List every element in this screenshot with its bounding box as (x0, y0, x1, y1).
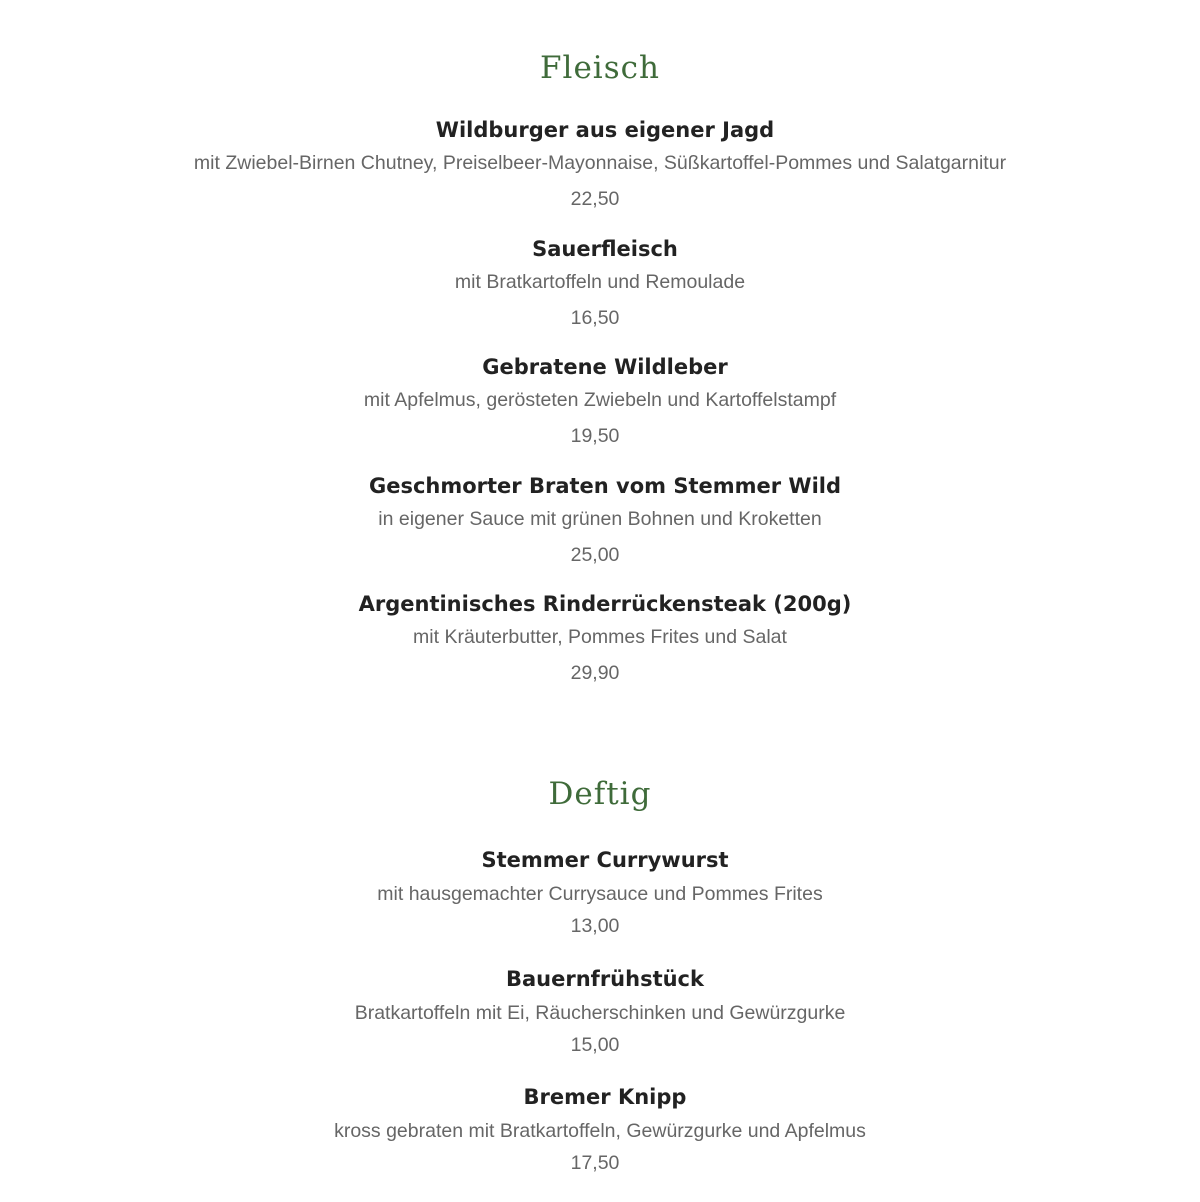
item-name: Bremer Knipp (523, 1085, 687, 1109)
menu-item (0, 472, 1200, 591)
menu-item (0, 846, 1200, 965)
menu-item-list (0, 846, 1200, 1202)
menu-item (0, 1083, 1200, 1202)
menu-item (0, 116, 1200, 235)
menu-item (0, 353, 1200, 472)
item-description: mit hausgemachter Currysauce und Pommes Frites (377, 883, 823, 905)
item-price: 29,90 (570, 662, 620, 684)
section-title: Fleisch (540, 50, 660, 86)
item-name: Wildburger aus eigener Jagd (435, 118, 775, 142)
item-description: Bratkartoffeln mit Ei, Räucherschinken und Gewürzgurke (354, 1001, 846, 1024)
item-price: 15,00 (570, 1033, 620, 1056)
item-name: Geschmorter Braten vom Stemmer Wild (368, 473, 842, 498)
menu-item (0, 965, 1200, 1084)
item-name: Argentinisches Rinderrückensteak (200g) (358, 592, 852, 616)
menu-section-deftig (0, 772, 1200, 1202)
item-name: Bauernfrühstück (506, 966, 704, 991)
item-description: mit Zwiebel-Birnen Chutney, Preiselbeer-Mayonnaise, Süßkartoffel-Pommes und Salatgarnitur (193, 152, 1007, 174)
item-description: mit Apfelmus, gerösteten Zwiebeln und Kartoffelstampf (363, 389, 837, 411)
item-name: Sauerfleisch (532, 236, 678, 261)
item-name: Gebratene Wildleber (482, 355, 728, 379)
item-price: 19,50 (570, 425, 620, 447)
menu-item (0, 235, 1200, 354)
item-price: 16,50 (570, 306, 620, 329)
item-description: kross gebraten mit Bratkartoffeln, Gewürzgurke und Apfelmus (334, 1120, 866, 1142)
item-price: 22,50 (570, 188, 620, 210)
item-price: 25,00 (570, 543, 620, 566)
menu-item (0, 590, 1200, 709)
item-description: in eigener Sauce mit grünen Bohnen und Kroketten (378, 507, 822, 530)
menu-section-fleisch (0, 46, 1200, 709)
item-price: 17,50 (570, 1152, 620, 1174)
item-description: mit Bratkartoffeln und Remoulade (454, 270, 746, 293)
section-title: Deftig (548, 776, 652, 812)
item-name: Stemmer Currywurst (481, 848, 729, 872)
item-description: mit Kräuterbutter, Pommes Frites und Salat (413, 626, 787, 648)
item-price: 13,00 (570, 915, 620, 937)
menu-item-list (0, 116, 1200, 709)
